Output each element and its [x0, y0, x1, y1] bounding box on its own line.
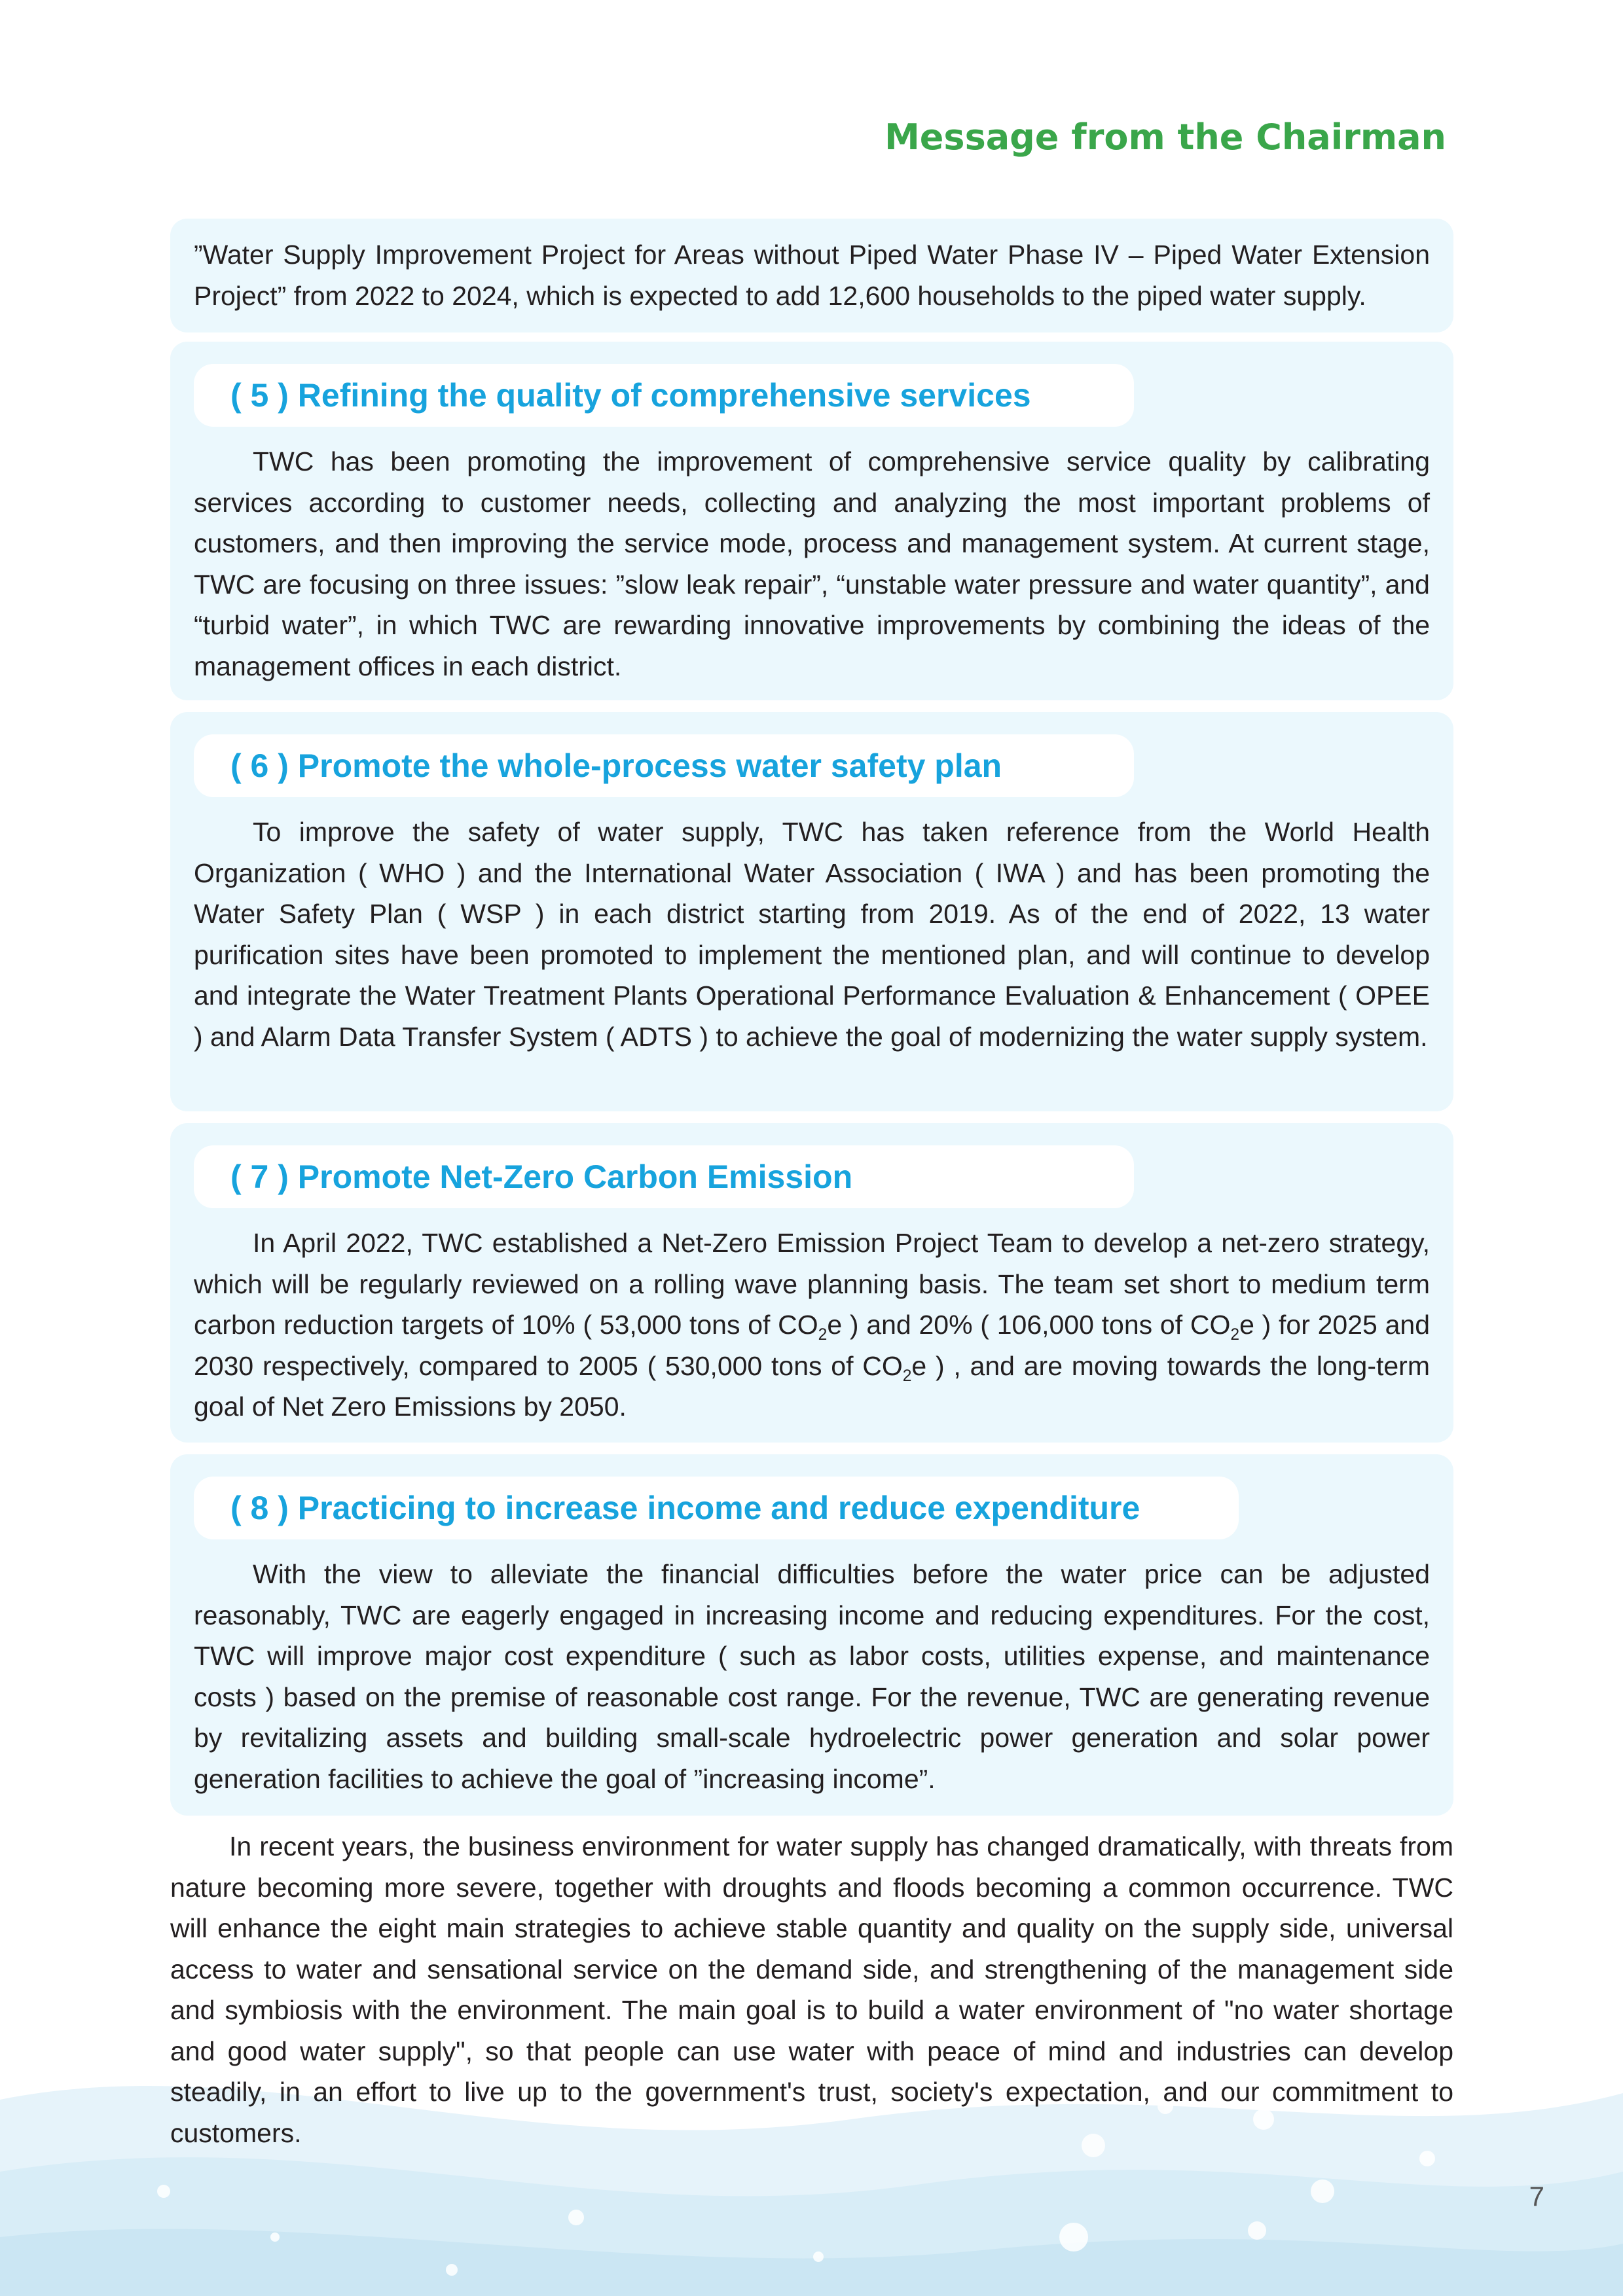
section-panel-7 — [170, 1123, 1453, 1443]
section-heading: ( 8 ) Practicing to increase income and reduce expenditure — [194, 1477, 1239, 1539]
section-panel-6 — [170, 712, 1453, 1111]
section-heading: ( 7 ) Promote Net-Zero Carbon Emission — [194, 1145, 1134, 1208]
page-number: 7 — [1529, 2181, 1544, 2212]
intro-text: ”Water Supply Improvement Project for Areas without Piped Water Phase IV – Piped Water Extension Project” from 2022 to 2024, which is expected to add 12,600 households to the piped water supply. — [194, 240, 1430, 311]
section-body: To improve the safety of water supply, TWC has taken reference from the World Health Organization ( WHO ) and the International Water Association ( IWA ) and has been promoting the Water Safety Plan ( WSP ) in each district starting from 2019. As of the end of 2022, 13 water purification sites have been promoted to implement the mentioned plan, and will continue to develop and integrate the Water Treatment Plants Operational Performance Evaluation & Enhancement ( OPEE ) and Alarm Data Transfer System ( ADTS ) to achieve the goal of modernizing the water supply system. — [194, 817, 1430, 1052]
section-heading: ( 6 ) Promote the whole-process water safety plan — [194, 734, 1134, 797]
closing-paragraph: In recent years, the business environment for water supply has changed dramatically, with threats from nature becoming more severe, together with droughts and floods becoming a common occurrence. TWC will enhance the eight main strategies to achieve stable quantity and quality on the supply side, universal access to water and sensational service on the demand side, and strengthening of the management side and symbiosis with the environment. The main goal is to build a water environment of "no water shortage and good water supply", so that people can use water with peace of mind and industries can develop steadily, in an effort to live up to the government's trust, society's expectation, and our commitment to customers. — [170, 1831, 1453, 2148]
section-body: TWC has been promoting the improvement of comprehensive service quality by calibrating services according to customer needs, collecting and analyzing the most important problems of customers, and then improving the service mode, process and management system. At current stage, TWC are focusing on three issues: ”slow leak repair”, “unstable water pressure and water quantity”, and “turbid water”, in which TWC are rewarding innovative improvements by combining the ideas of the management offices in each district. — [194, 446, 1430, 681]
section-body: In April 2022, TWC established a Net-Zero Emission Project Team to develop a net-zero strategy, which will be regularly reviewed on a rolling wave planning basis. The team set short to medium term carbon reduction targets of 10% ( 53,000 tons of $CO_2e$ ) and 20% ( 106,000 tons of $CO_2e$ ) for 2025 and 2030 respectively, compared to 2005 ( 530,000 tons of $CO_2e$ ) , and are moving towards the long-term goal of Net Zero Emissions by 2050. — [194, 1228, 1431, 1422]
intro-panel — [170, 219, 1453, 332]
section-panel-5 — [170, 342, 1453, 700]
page-title: Message from the Chairman — [884, 117, 1446, 158]
section-body: With the view to alleviate the financial difficulties before the water price can be adjusted reasonably, TWC are eagerly engaged in increasing income and reducing expenditures. For the cost, TWC will improve major cost expenditure ( such as labor costs, utilities expense, and maintenance costs ) based on the premise of reasonable cost range. For the revenue, TWC are generating revenue by revitalizing assets and building small-scale hydroelectric power generation and solar power generation facilities to achieve the goal of ”increasing income”. — [194, 1559, 1430, 1794]
section-heading: ( 5 ) Refining the quality of comprehensive services — [194, 364, 1134, 427]
section-panel-8 — [170, 1454, 1453, 1816]
